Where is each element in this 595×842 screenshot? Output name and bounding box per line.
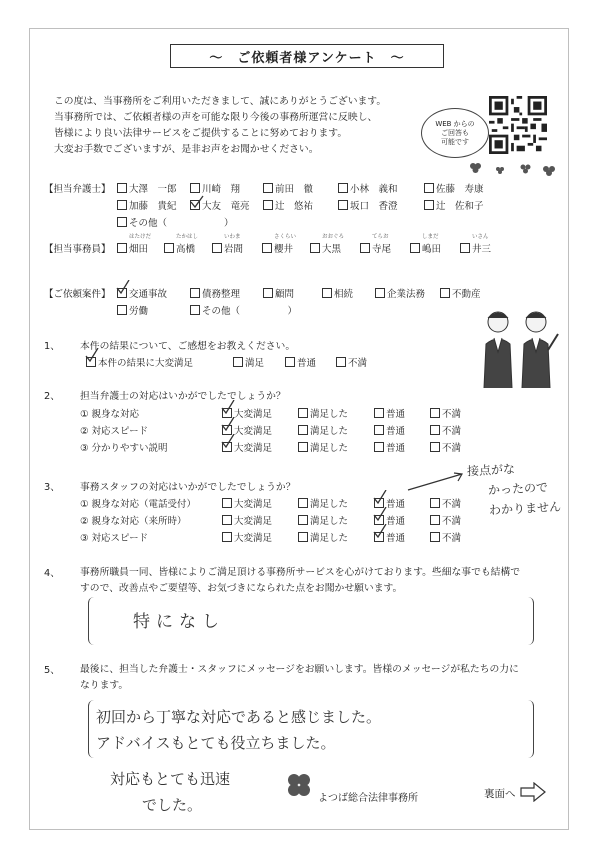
staff-ruby: さくらい xyxy=(274,234,297,240)
intro-text xyxy=(54,94,386,158)
q5-question: 最後に、担当した弁護士・スタッフにメッセージをお願いします。皆様のメッセージが私たちの力に なります。 xyxy=(80,664,519,691)
staff-ruby: いわま xyxy=(224,234,241,240)
lawyer-option[interactable]: 佐藤 寿康 xyxy=(424,181,484,195)
q2-option[interactable]: 普通 xyxy=(374,406,405,420)
q4-number: 4、 xyxy=(44,568,61,579)
checkmark-icon xyxy=(373,490,387,504)
intro-line: 当事務所では、ご依頼者様の声を可能な限り今後の事務所運営に反映し、 xyxy=(54,112,378,123)
staff-option[interactable]: 嶋田 xyxy=(410,241,441,255)
case-label: 【ご依頼案件】 xyxy=(44,289,111,300)
q3-row-label: ① 親身な対応（電話受付） xyxy=(80,499,197,510)
staff-ruby: たかはし xyxy=(176,234,199,240)
clover-logo-icon xyxy=(284,770,314,800)
q2-question: 担当弁護士の対応はいかがでしたでしょうか？ xyxy=(80,391,286,402)
staff-option[interactable]: 櫻井 xyxy=(262,241,293,255)
case-option[interactable]: 労働 xyxy=(117,303,148,317)
lawyer-option[interactable]: 辻 悠祐 xyxy=(263,198,313,212)
q2-option[interactable]: 満足した xyxy=(298,440,348,454)
checkmark-icon xyxy=(190,195,204,209)
q3-option[interactable]: 普通 xyxy=(374,513,405,527)
staff-option[interactable]: 岩間 xyxy=(212,241,243,255)
q2-option[interactable]: 大変満足 xyxy=(222,406,272,420)
case-option[interactable]: 交通事故 xyxy=(117,286,167,300)
staff-option[interactable]: 高橋 xyxy=(164,241,195,255)
case-option[interactable]: その他（ ） xyxy=(190,303,297,317)
lawyer-label: 【担当弁護士】 xyxy=(44,184,111,195)
q1-question: 本件の結果について、ご感想をお教えください。 xyxy=(80,341,296,352)
qr-code-icon[interactable] xyxy=(489,96,547,154)
q3-option[interactable]: 大変満足 xyxy=(222,513,272,527)
q2-row-label: ① 親身な対応 xyxy=(80,409,140,420)
checkmark-icon xyxy=(221,434,235,448)
staff-option[interactable]: 畑田 xyxy=(117,241,148,255)
clover-decoration-icon xyxy=(468,160,560,178)
lawyer-option[interactable]: 大澤 一郎 xyxy=(117,181,177,195)
q3-option[interactable]: 大変満足 xyxy=(222,496,272,510)
q2-row-label: ③ 分かりやすい説明 xyxy=(80,443,168,454)
q2-number: 2、 xyxy=(44,391,61,402)
web-answer-bubble: WEB からの ご回答も 可能です xyxy=(421,108,489,158)
q1-option[interactable]: 満足 xyxy=(233,355,264,369)
q2-option[interactable]: 普通 xyxy=(374,440,405,454)
lawyer-other[interactable]: その他（ ） xyxy=(117,215,234,229)
intro-line: この度は、当事務所をご利用いただきまして、誠にありがとうございます。 xyxy=(54,96,387,107)
intro-line: 大変お手数でございますが、是非お声をお聞かせください。 xyxy=(54,144,319,155)
q3-handwritten-note: 接点がな かったので わかりません xyxy=(466,461,562,518)
q2-option[interactable]: 不満 xyxy=(430,406,461,420)
page-title: ～ ご依頼者様アンケート ～ xyxy=(170,44,444,68)
q3-row-label: ② 親身な対応（来所時） xyxy=(80,516,187,527)
firm-name: よつば総合法律事務所 xyxy=(318,793,418,804)
q3-option[interactable]: 普通 xyxy=(374,496,405,510)
case-option[interactable]: 相続 xyxy=(322,286,353,300)
q5-handwritten-answer: 初回から丁寧な対応であると感じました。 アドバイスもとても役立ちました。 対応もとても迅速 でした。 xyxy=(96,708,382,814)
q3-option[interactable]: 満足した xyxy=(298,513,348,527)
staff-ruby: はたけだ xyxy=(129,234,152,240)
q3-option[interactable]: 満足した xyxy=(298,496,348,510)
q4-question: 事務所職員一同、皆様によりご満足頂ける事務所サービスを心がけております。些細な事でも結構で すので、改善点やご要望等、お気づきになられた点をお聞かせ願います。 xyxy=(80,567,521,594)
case-option[interactable]: 企業法務 xyxy=(375,286,425,300)
staff-option[interactable]: 大黒 xyxy=(310,241,341,255)
q4-comment-box[interactable] xyxy=(88,597,534,645)
lawyer-option[interactable]: 大友 竜亮 xyxy=(190,198,250,212)
lawyer-option[interactable]: 小林 義和 xyxy=(338,181,398,195)
checkmark-icon xyxy=(116,280,130,294)
checkmark-icon xyxy=(221,400,235,414)
q3-option[interactable]: 不満 xyxy=(430,513,461,527)
q1-option[interactable]: 本件の結果に大変満足 xyxy=(86,355,193,369)
arrow-icon xyxy=(404,470,466,494)
q2-row-label: ② 対応スピード xyxy=(80,426,149,437)
q5-number: 5、 xyxy=(44,665,61,676)
case-option[interactable]: 不動産 xyxy=(440,286,481,300)
q2-option[interactable]: 満足した xyxy=(298,406,348,420)
staff-ruby: いさん xyxy=(472,234,489,240)
checkmark-icon xyxy=(85,348,99,362)
q1-option[interactable]: 普通 xyxy=(285,355,316,369)
lawyer-option[interactable]: 辻 佐和子 xyxy=(424,198,484,212)
q4-handwritten-answer: 特になし xyxy=(133,612,225,632)
lawyer-option[interactable]: 前田 徹 xyxy=(263,181,313,195)
arrow-right-icon[interactable] xyxy=(520,782,546,802)
q2-option[interactable]: 不満 xyxy=(430,423,461,437)
case-option[interactable]: 顧問 xyxy=(263,286,294,300)
q3-option[interactable]: 不満 xyxy=(430,530,461,544)
q1-option[interactable]: 不満 xyxy=(336,355,367,369)
q1-number: 1、 xyxy=(44,341,61,352)
checkmark-icon xyxy=(221,417,235,431)
q3-number: 3、 xyxy=(44,482,61,493)
staff-ruby: おおぐろ xyxy=(322,234,345,240)
q3-question: 事務スタッフの対応はいかがでしたでしょうか？ xyxy=(80,482,296,493)
lawyer-option[interactable]: 加藤 貴紀 xyxy=(117,198,177,212)
next-page-label[interactable]: 裏面へ xyxy=(484,788,516,800)
q3-option[interactable]: 満足した xyxy=(298,530,348,544)
staff-ruby: てらお xyxy=(372,234,389,240)
staff-label: 【担当事務員】 xyxy=(44,244,111,255)
case-option[interactable]: 債務整理 xyxy=(190,286,240,300)
q2-option[interactable]: 不満 xyxy=(430,440,461,454)
q3-option[interactable]: 大変満足 xyxy=(222,530,272,544)
staff-option[interactable]: 寺尾 xyxy=(360,241,391,255)
intro-line: 皆様により良い法律サービスをご提供することに努めております。 xyxy=(54,128,348,139)
staff-option[interactable]: 井三 xyxy=(460,241,491,255)
lawyers-illustration xyxy=(472,304,564,390)
q2-option[interactable]: 大変満足 xyxy=(222,440,272,454)
q3-row-label: ③ 対応スピード xyxy=(80,533,149,544)
lawyer-option[interactable]: 坂口 香澄 xyxy=(338,198,398,212)
lawyer-option[interactable]: 川崎 翔 xyxy=(190,181,240,195)
q3-option[interactable]: 不満 xyxy=(430,496,461,510)
q2-option[interactable]: 大変満足 xyxy=(222,423,272,437)
q2-option[interactable]: 普通 xyxy=(374,423,405,437)
q2-option[interactable]: 満足した xyxy=(298,423,348,437)
checkmark-icon xyxy=(373,524,387,538)
q3-option[interactable]: 普通 xyxy=(374,530,405,544)
staff-ruby: しまだ xyxy=(422,234,439,240)
checkmark-icon xyxy=(373,507,387,521)
